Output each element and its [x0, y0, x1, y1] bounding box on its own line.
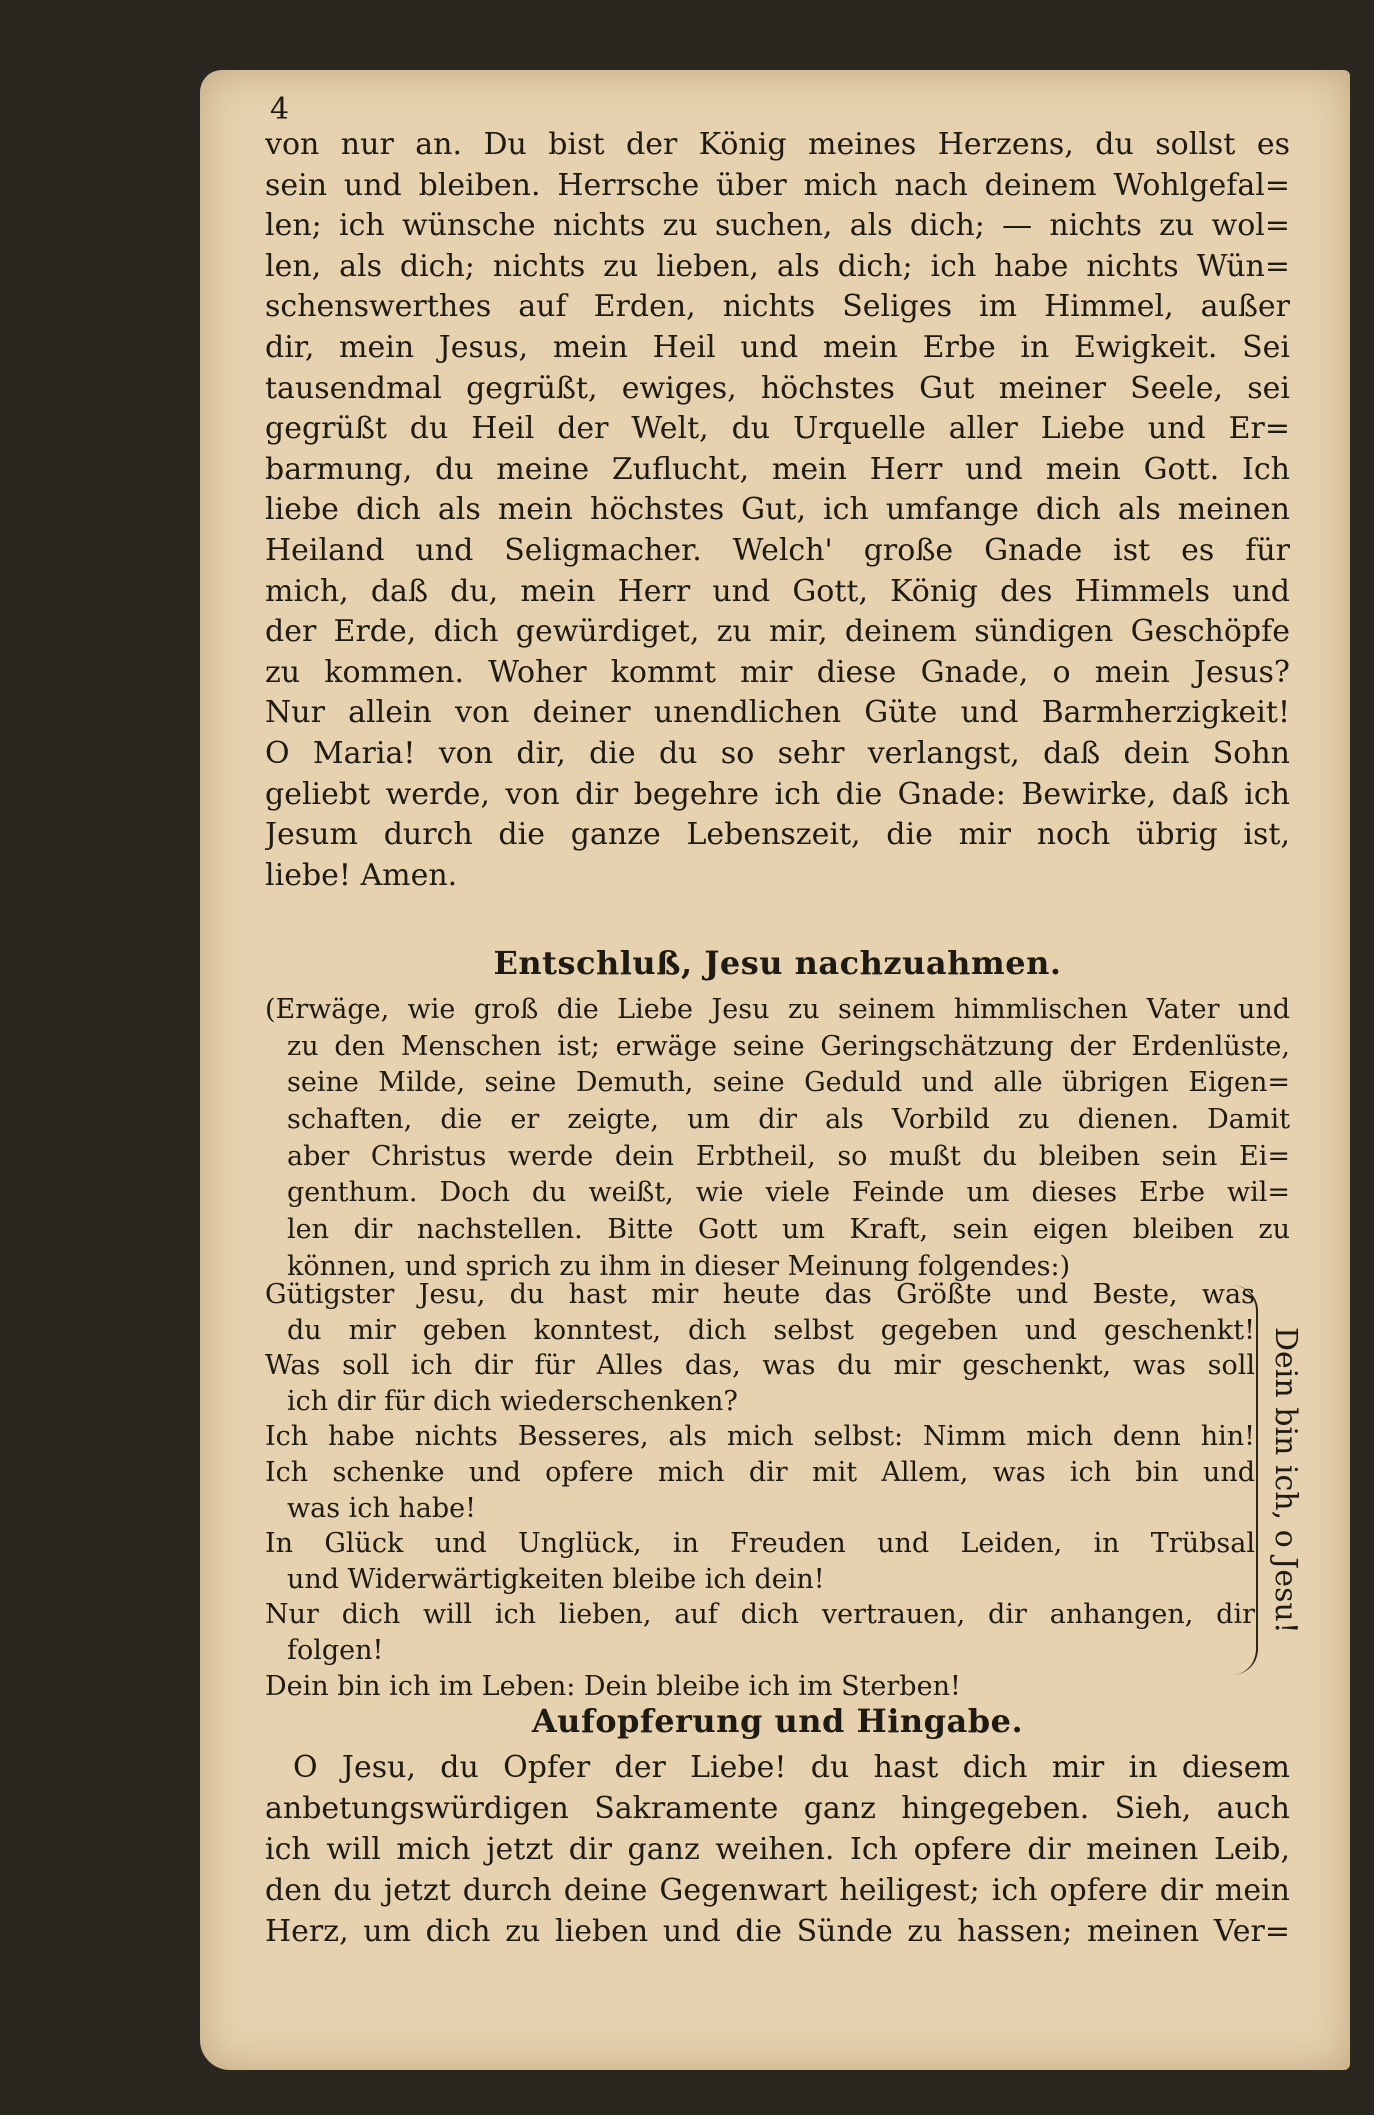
text-line: liebe! Amen.	[265, 857, 458, 893]
text-line: schenswerthes auf Erden, nichts Seliges im Himmel, außer	[265, 289, 1290, 325]
text-line: genthum. Doch du weißt, wie viele Feinde um dieses Erbe wil=	[287, 1177, 1290, 1209]
poem-line: was ich habe!	[287, 1492, 476, 1524]
text-line: tausendmal gegrüßt, ewiges, höchstes Gut meiner Seele, sei	[265, 370, 1290, 406]
text-line: dir, mein Jesus, mein Heil und mein Erbe in Ewigkeit. Sei	[265, 329, 1290, 365]
poem-line: und Widerwärtigkeiten bleibe ich dein!	[287, 1563, 825, 1595]
text-line: seine Milde, seine Demuth, seine Geduld und alle übrigen Eigen=	[287, 1067, 1290, 1099]
poem-line: folgen!	[287, 1634, 384, 1666]
text-line: sein und bleiben. Herrsche über mich nach deinem Wohlgefal=	[265, 167, 1290, 203]
text-line: gegrüßt du Heil der Welt, du Urquelle aller Liebe und Er=	[265, 411, 1290, 447]
poem-line: In Glück und Unglück, in Freuden und Leiden, in Trübsal	[265, 1528, 1255, 1560]
poem-line: ich dir für dich wiederschenken?	[287, 1385, 738, 1417]
text-line: der Erde, dich gewürdiget, zu mir, deinem sündigen Geschöpfe	[265, 614, 1290, 650]
text-line: O Jesu, du Opfer der Liebe! du hast dich mir in diesem	[293, 1750, 1290, 1785]
text-line: liebe dich als mein höchstes Gut, ich umfange dich als meinen	[265, 492, 1290, 528]
text-line: Herz, um dich zu lieben und die Sünde zu hassen; meinen Ver=	[265, 1914, 1290, 1949]
text-line: len; ich wünsche nichts zu suchen, als dich; — nichts zu wol=	[265, 208, 1290, 244]
poem-line: du mir geben konntest, dich selbst gegeben und geschenkt!	[287, 1314, 1255, 1346]
text-line: barmung, du meine Zuflucht, mein Herr und mein Gott. Ich	[265, 451, 1290, 487]
text-line: (Erwäge, wie groß die Liebe Jesu zu seinem himmlischen Vater und	[265, 994, 1290, 1025]
text-line: aber Christus werde dein Erbtheil, so mußt du bleiben sein Ei=	[287, 1140, 1290, 1172]
text-line: Jesum durch die ganze Lebenszeit, die mir noch übrig ist,	[265, 817, 1290, 853]
poem-line: Was soll ich dir für Alles das, was du mir geschenkt, was soll	[265, 1350, 1255, 1382]
poem-line: Gütigster Jesu, du hast mir heute das Größte und Beste, was	[265, 1279, 1255, 1310]
poem-line: Ich schenke und opfere mich dir mit Allem, was ich bin und	[265, 1456, 1255, 1488]
text-line: Nur allein von deiner unendlichen Güte und Barmherzigkeit!	[265, 695, 1290, 731]
page-number: 4	[270, 92, 290, 127]
text-line: anbetungswürdigen Sakramente ganz hingegeben. Sieh, auch	[265, 1791, 1290, 1826]
text-line: zu den Menschen ist; erwäge seine Geringschätzung der Erdenlüste,	[287, 1030, 1290, 1062]
text-line: den du jetzt durch deine Gegenwart heiligest; ich opfere dir mein	[265, 1873, 1290, 1908]
text-line: len dir nachstellen. Bitte Gott um Kraft, sein eigen bleiben zu	[287, 1214, 1290, 1246]
poem-line: Ich habe nichts Besseres, als mich selbst: Nimm mich denn hin!	[265, 1421, 1255, 1453]
text-line: Heiland und Seligmacher. Welch' große Gnade ist es für	[265, 532, 1290, 568]
text-line: geliebt werde, von dir begehre ich die Gnade: Bewirke, daß ich	[265, 776, 1290, 812]
text-line: zu kommen. Woher kommt mir diese Gnade, o mein Jesus?	[265, 654, 1290, 690]
prayer-bottom-paragraph	[265, 1747, 1290, 1952]
poem-line: Nur dich will ich lieben, auf dich vertrauen, dir anhangen, dir	[265, 1599, 1255, 1631]
text-line: len, als dich; nichts zu lieben, als dich; ich habe nichts Wün=	[265, 248, 1290, 284]
side-refrain: Dein bin ich, o Jesu!	[1268, 1326, 1303, 1634]
text-line: mich, daß du, mein Herr und Gott, König des Himmels und	[265, 573, 1290, 609]
poem-stanza	[265, 1277, 1255, 1704]
prayer-top-paragraph	[265, 125, 1290, 896]
text-line: O Maria! von dir, die du so sehr verlangst, daß dein Sohn	[265, 735, 1290, 771]
text-line: von nur an. Du bist der König meines Herzens, du sollst es	[265, 127, 1290, 162]
meditation-paragraph	[265, 992, 1290, 1286]
text-line: ich will mich jetzt dir ganz weihen. Ich opfere dir meinen Leib,	[265, 1832, 1290, 1867]
section-heading-resolution: Entschluß, Jesu nachzuahmen.	[493, 944, 1062, 982]
text-line: schaften, die er zeigte, um dir als Vorbild zu dienen. Damit	[287, 1104, 1290, 1136]
poem-line: Dein bin ich im Leben: Dein bleibe ich im Sterben!	[265, 1670, 961, 1702]
section-heading-offering: Aufopferung und Hingabe.	[531, 1702, 1024, 1740]
text-line: können, und sprich zu ihm in dieser Meinung folgendes:)	[287, 1250, 1071, 1282]
